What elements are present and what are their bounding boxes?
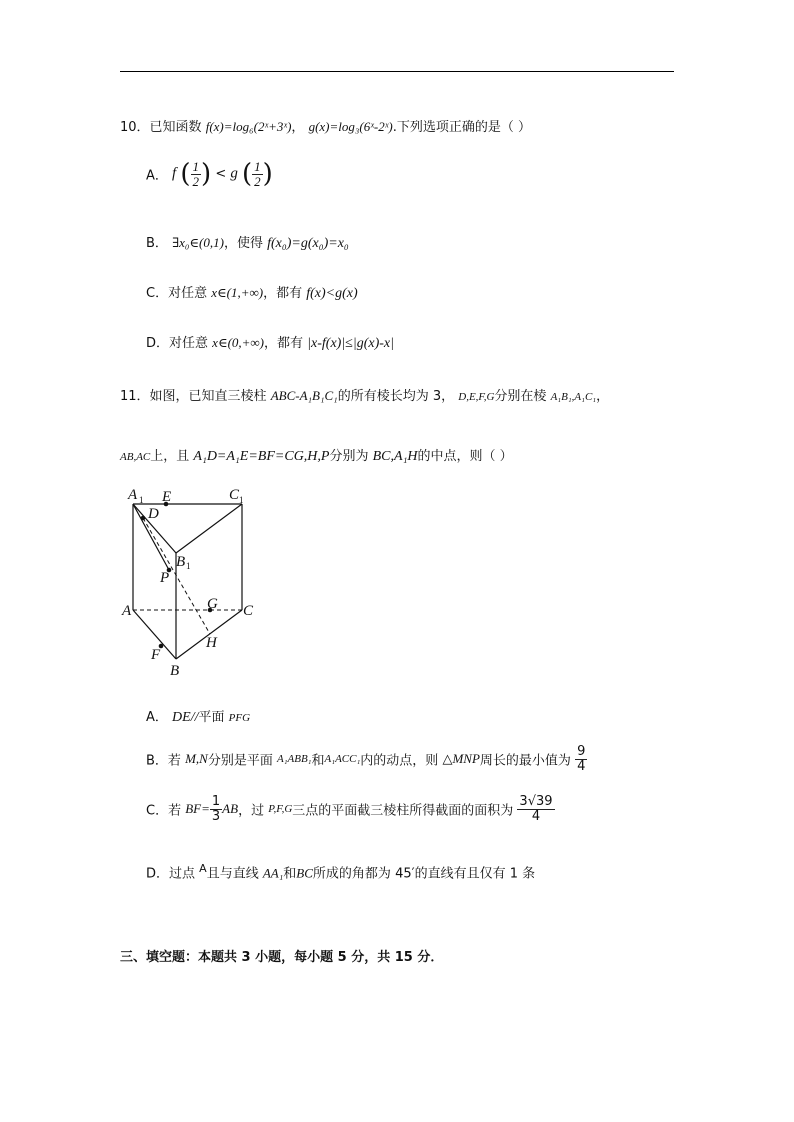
option-text: 且与直线 <box>206 866 259 882</box>
q10-f-def: f(x)=log₆(2ˣ+3ˣ) <box>205 119 292 134</box>
label-b1: B <box>176 554 186 570</box>
option-text: 所成的角都为 <box>312 866 391 882</box>
option-text: 和 <box>283 866 297 882</box>
label-c: C <box>243 603 254 619</box>
midpoints: BC,A₁H <box>372 449 418 464</box>
q11-option-d <box>146 862 535 881</box>
angle-45: 45′ <box>395 866 415 882</box>
q11-option-b <box>146 745 587 773</box>
stem-text: 分别在棱 <box>494 389 547 404</box>
equality: A₁D=A₁E=BF=CG,H,P <box>193 449 330 464</box>
q10-lead: 已知函数 <box>149 120 202 135</box>
option-text: 和 <box>311 753 325 769</box>
fraction-half-2: $\frac{1}{2}$ <box>254 159 261 189</box>
plane-1: A₁ABB₁ <box>276 753 312 766</box>
option-text: 分别是平面 <box>207 753 273 769</box>
stem-text: 的中点，则（ ） <box>417 449 513 464</box>
bf-expr: BF= <box>185 801 210 817</box>
label-a1: A <box>128 487 138 503</box>
section-3-heading: 三、填空题：本题共 3 小题，每小题 5 分，共 15 分． <box>120 950 444 965</box>
option-text: 若 <box>168 803 182 819</box>
option-text: 若 <box>167 753 181 769</box>
edges-list: A₁B₁,A₁C₁ <box>550 391 597 403</box>
stem-text: 上，且 <box>150 449 190 464</box>
option-label: C． <box>146 286 169 301</box>
condition: x∈(1,+∞) <box>211 285 264 300</box>
exists-expr: ∃x₀∈(0,1) <box>172 235 224 250</box>
option-text: 对任意 <box>168 286 208 301</box>
stem-text: 分别为 <box>329 449 369 464</box>
triangle-mnp: △MNP <box>442 751 480 767</box>
option-text: 平面 <box>198 710 225 725</box>
header-rule <box>120 71 674 72</box>
q10-stem <box>120 116 531 135</box>
label-b: B <box>170 663 180 678</box>
line-aa1: AA₁ <box>262 865 284 881</box>
option-text: ，都有 <box>263 286 303 301</box>
edges-list: AB,AC <box>120 451 151 463</box>
expr-g: g <box>230 165 238 182</box>
q11-stem-line1 <box>120 385 609 404</box>
condition: x∈(0,+∞) <box>212 335 265 350</box>
q11-number: 11． <box>120 389 150 404</box>
q10-option-a: A． f ( $\frac{1}{2}$ ) < g ( $\frac{1}{2}$ ) <box>146 159 273 190</box>
option-text: 三点的平面截三棱柱所得截面的面积为 <box>292 803 514 819</box>
label-c1-sub: 1 <box>239 495 244 505</box>
label-d: D <box>148 506 159 522</box>
label-f: F <box>151 647 161 663</box>
parallel-expr: DE// <box>172 710 199 725</box>
label-e: E <box>162 489 172 505</box>
stem-text: ， <box>596 389 610 404</box>
q10-option-b <box>146 232 349 252</box>
label-h: H <box>206 635 217 651</box>
option-text: 内的动点，则 <box>360 753 439 769</box>
q11-stem-line2 <box>120 445 513 465</box>
stem-text: 的所有棱长均为 3， <box>337 389 455 404</box>
option-text: 的直线有且仅有 1 条 <box>414 866 536 882</box>
q10-g-def: g(x)=log₃(6ˣ-2ˣ) <box>308 119 393 134</box>
label-g: G <box>207 596 218 612</box>
label-b1-sub: 1 <box>186 561 191 571</box>
less-than: < <box>215 166 227 182</box>
option-text: ，都有 <box>264 336 304 351</box>
expr-f: f <box>172 165 177 182</box>
ab-expr: AB <box>222 801 239 817</box>
points-mn: M,N <box>185 751 208 767</box>
label-c1: C <box>229 487 240 503</box>
label-a: A <box>122 603 132 619</box>
plane-2: A₁ACC₁ <box>324 753 361 766</box>
option-label: A． <box>146 168 168 184</box>
option-label: C． <box>146 803 169 819</box>
fraction-one-third: $\frac{1}{3}$ <box>211 794 221 824</box>
q10-tail: .下列选项正确的是（ ） <box>392 120 532 135</box>
points-pfg: P,F,G <box>268 803 293 816</box>
line-bc: BC <box>296 865 313 881</box>
point-a: A <box>199 862 207 875</box>
points-list: D,E,F,G <box>458 391 495 403</box>
option-text: 对任意 <box>169 336 209 351</box>
q10-sep: ， <box>291 120 305 135</box>
option-label: B． <box>146 753 168 769</box>
stem-text: 如图，已知直三棱柱 <box>149 389 267 404</box>
option-label: A． <box>146 710 168 725</box>
option-label: D． <box>146 866 170 882</box>
inequality: |x-f(x)|≤|g(x)-x| <box>307 336 394 351</box>
q10-number: 10． <box>120 120 150 135</box>
q10-option-d <box>146 332 394 352</box>
option-text: ，过 <box>238 803 265 819</box>
equation: f(x₀)=g(x₀)=x₀ <box>267 236 349 251</box>
option-label: D． <box>146 336 170 351</box>
q10-option-c <box>146 282 358 302</box>
prism-figure <box>115 483 265 678</box>
fraction-nine-quarters: $\frac{9}{4}$ <box>577 744 586 774</box>
fraction-half: $\frac{1}{2}$ <box>192 159 200 189</box>
fraction-area: $\frac{3√39}{4}$ <box>519 794 553 824</box>
option-text: 周长的最小值为 <box>479 753 571 769</box>
prism-name: ABC-A₁B₁C₁ <box>270 388 338 403</box>
q11-option-a <box>146 706 250 726</box>
option-label: B． <box>146 236 168 251</box>
label-p: P <box>160 570 170 586</box>
q11-option-c <box>146 795 555 823</box>
label-a1-sub: 1 <box>139 495 144 505</box>
option-text: ，使得 <box>223 236 263 251</box>
plane-name: PFG <box>228 712 251 724</box>
option-text: 过点 <box>169 866 196 882</box>
inequality: f(x)<g(x) <box>306 286 358 301</box>
